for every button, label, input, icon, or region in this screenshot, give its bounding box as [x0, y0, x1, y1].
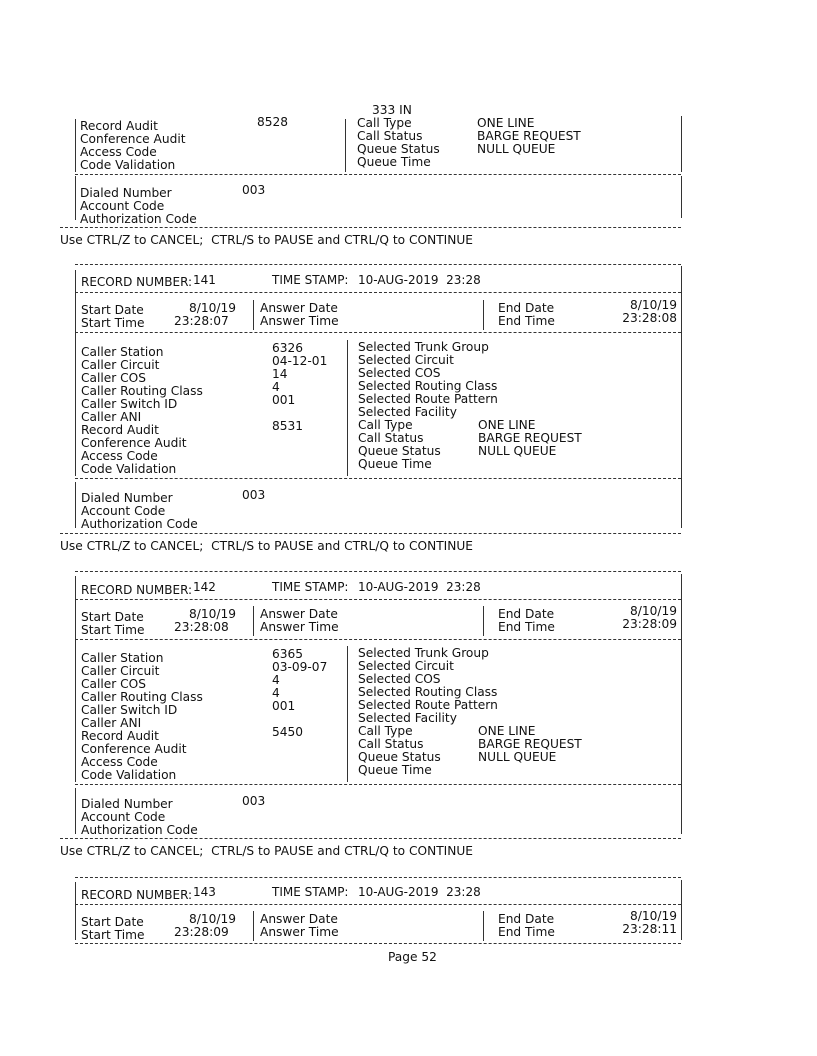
selected-route-pattern-label: Selected Route Pattern	[358, 698, 498, 712]
right-border	[681, 880, 682, 940]
call-status-value: BARGE REQUEST	[477, 129, 581, 143]
caller-station-value: 6365	[272, 647, 304, 661]
time-stamp-value: 10-AUG-2019 23:28	[358, 885, 481, 899]
column-divider	[253, 911, 254, 941]
record-number-value: 141	[193, 273, 216, 287]
selected-trunk-group-label: Selected Trunk Group	[358, 340, 489, 354]
start-time-label: Start Time	[81, 316, 145, 330]
queue-status-value: NULL QUEUE	[477, 142, 556, 156]
time-stamp-value: 10-AUG-2019 23:28	[358, 580, 481, 594]
authorization-code-label: Authorization Code	[80, 212, 197, 226]
divider-line	[60, 838, 681, 839]
record-audit-label: Record Audit	[81, 423, 159, 437]
divider-line	[75, 639, 681, 640]
selected-routing-class-label: Selected Routing Class	[358, 685, 498, 699]
start-date-label: Start Date	[81, 610, 144, 624]
divider-line	[75, 571, 681, 572]
divider-line	[60, 227, 681, 228]
call-status-label: Call Status	[357, 129, 423, 143]
column-divider	[483, 300, 484, 330]
divider-line	[75, 943, 681, 944]
column-divider	[253, 606, 254, 636]
start-time-value: 23:28:07	[174, 314, 229, 328]
caller-circuit-value: 03-09-07	[272, 660, 328, 674]
queue-status-label: Queue Status	[358, 750, 441, 764]
divider-line	[75, 264, 681, 265]
dialed-number-label: Dialed Number	[81, 797, 173, 811]
record-audit-value: 8531	[272, 419, 304, 433]
access-code-label: Access Code	[80, 145, 157, 159]
caller-station-value: 6326	[272, 341, 304, 355]
column-divider	[483, 911, 484, 941]
end-date-value: 8/10/19	[630, 298, 677, 312]
answer-date-label: Answer Date	[260, 607, 338, 621]
account-code-label: Account Code	[81, 504, 166, 518]
conference-audit-label: Conference Audit	[81, 742, 187, 756]
caller-circuit-label: Caller Circuit	[81, 358, 160, 372]
answer-date-label: Answer Date	[260, 301, 338, 315]
caller-switch-id-label: Caller Switch ID	[81, 703, 178, 717]
call-type-value: ONE LINE	[478, 418, 536, 432]
right-border	[681, 574, 682, 834]
end-time-value: 23:28:09	[622, 617, 677, 631]
start-time-value: 23:28:08	[174, 620, 229, 634]
code-validation-label: Code Validation	[80, 158, 176, 172]
record-number-label: RECORD NUMBER:	[81, 583, 193, 597]
caller-switch-id-label: Caller Switch ID	[81, 397, 178, 411]
column-divider	[347, 646, 348, 782]
caller-ani-label: Caller ANI	[81, 716, 142, 730]
answer-time-label: Answer Time	[260, 620, 339, 634]
column-divider	[347, 340, 348, 476]
caller-routing-class-value: 4	[272, 380, 280, 394]
call-type-label: Call Type	[358, 418, 413, 432]
end-time-label: End Time	[498, 314, 555, 328]
end-time-label: End Time	[498, 620, 555, 634]
left-border	[75, 119, 76, 172]
end-date-label: End Date	[498, 301, 555, 315]
end-date-label: End Date	[498, 912, 555, 926]
call-status-label: Call Status	[358, 737, 424, 751]
dialed-number-value: 003	[242, 183, 266, 197]
answer-date-label: Answer Date	[260, 912, 338, 926]
column-divider	[253, 300, 254, 330]
selected-cos-label: Selected COS	[358, 366, 441, 380]
selected-route-pattern-label: Selected Route Pattern	[358, 392, 498, 406]
caller-cos-label: Caller COS	[81, 371, 146, 385]
left-border	[75, 882, 76, 940]
selected-circuit-label: Selected Circuit	[358, 353, 454, 367]
start-date-label: Start Date	[81, 915, 144, 929]
end-date-label: End Date	[498, 607, 555, 621]
queue-time-label: Queue Time	[358, 457, 432, 471]
right-border	[681, 116, 682, 172]
caller-circuit-label: Caller Circuit	[81, 664, 160, 678]
dialed-number-label: Dialed Number	[80, 186, 172, 200]
dialed-number-value: 003	[242, 488, 266, 502]
account-code-label: Account Code	[81, 810, 166, 824]
record-number-label: RECORD NUMBER:	[81, 275, 193, 289]
divider-line	[75, 174, 681, 175]
selected-circuit-label: Selected Circuit	[358, 659, 454, 673]
selected-facility-label: Selected Facility	[358, 405, 457, 419]
divider-line	[75, 877, 681, 878]
call-type-label: Call Type	[357, 116, 412, 130]
divider-line	[75, 478, 681, 479]
left-border	[75, 270, 76, 476]
caller-station-label: Caller Station	[81, 345, 164, 359]
divider-line	[75, 904, 681, 905]
cancel-message: Use CTRL/Z to CANCEL; CTRL/S to PAUSE and CTRL/Q to CONTINUE	[60, 844, 473, 858]
time-stamp-label: TIME STAMP:	[272, 885, 349, 899]
end-date-value: 8/10/19	[630, 909, 677, 923]
caller-cos-value: 14	[272, 367, 288, 381]
queue-time-label: Queue Time	[358, 763, 432, 777]
end-time-value: 23:28:08	[622, 311, 677, 325]
left-border	[75, 788, 76, 834]
record-number-value: 142	[193, 580, 216, 594]
cancel-message: Use CTRL/Z to CANCEL; CTRL/S to PAUSE and CTRL/Q to CONTINUE	[60, 539, 473, 553]
answer-time-label: Answer Time	[260, 925, 339, 939]
call-type-value: ONE LINE	[477, 116, 535, 130]
caller-switch-id-value: 001	[272, 393, 296, 407]
end-time-label: End Time	[498, 925, 555, 939]
record-audit-label: Record Audit	[80, 119, 158, 133]
divider-line	[75, 292, 681, 293]
queue-status-label: Queue Status	[358, 444, 441, 458]
call-info-header: 333 IN	[372, 103, 412, 117]
selected-facility-label: Selected Facility	[358, 711, 457, 725]
code-validation-label: Code Validation	[81, 768, 177, 782]
caller-cos-label: Caller COS	[81, 677, 146, 691]
queue-status-label: Queue Status	[357, 142, 440, 156]
start-date-value: 8/10/19	[189, 912, 236, 926]
start-time-label: Start Time	[81, 623, 145, 637]
selected-routing-class-label: Selected Routing Class	[358, 379, 498, 393]
call-status-value: BARGE REQUEST	[478, 431, 582, 445]
column-divider	[483, 606, 484, 636]
record-audit-value: 5450	[272, 725, 304, 739]
divider-line	[60, 533, 681, 534]
caller-switch-id-value: 001	[272, 699, 296, 713]
call-type-label: Call Type	[358, 724, 413, 738]
selected-cos-label: Selected COS	[358, 672, 441, 686]
divider-line	[75, 599, 681, 600]
time-stamp-label: TIME STAMP:	[272, 580, 349, 594]
dialed-number-value: 003	[242, 794, 266, 808]
dialed-number-label: Dialed Number	[81, 491, 173, 505]
caller-routing-class-label: Caller Routing Class	[81, 384, 203, 398]
queue-time-label: Queue Time	[357, 155, 431, 169]
code-validation-label: Code Validation	[81, 462, 177, 476]
start-time-label: Start Time	[81, 928, 145, 942]
time-stamp-label: TIME STAMP:	[272, 273, 349, 287]
left-border	[75, 576, 76, 782]
time-stamp-value: 10-AUG-2019 23:28	[358, 273, 481, 287]
queue-status-value: NULL QUEUE	[478, 750, 557, 764]
right-border	[681, 176, 682, 218]
answer-time-label: Answer Time	[260, 314, 339, 328]
conference-audit-label: Conference Audit	[81, 436, 187, 450]
start-date-value: 8/10/19	[189, 301, 236, 315]
record-number-value: 143	[193, 885, 216, 899]
record-number-label: RECORD NUMBER:	[81, 888, 193, 902]
right-border	[681, 266, 682, 528]
end-date-value: 8/10/19	[630, 604, 677, 618]
end-time-value: 23:28:11	[622, 922, 677, 936]
page-number: Page 52	[388, 950, 437, 964]
call-status-label: Call Status	[358, 431, 424, 445]
call-status-value: BARGE REQUEST	[478, 737, 582, 751]
start-date-label: Start Date	[81, 303, 144, 317]
authorization-code-label: Authorization Code	[81, 823, 198, 837]
start-date-value: 8/10/19	[189, 607, 236, 621]
caller-circuit-value: 04-12-01	[272, 354, 328, 368]
left-border	[75, 482, 76, 528]
record-audit-label: Record Audit	[81, 729, 159, 743]
start-time-value: 23:28:09	[174, 925, 229, 939]
divider-line	[75, 784, 681, 785]
caller-cos-value: 4	[272, 673, 280, 687]
selected-trunk-group-label: Selected Trunk Group	[358, 646, 489, 660]
access-code-label: Access Code	[81, 755, 158, 769]
record-audit-value: 8528	[257, 115, 289, 129]
account-code-label: Account Code	[80, 199, 165, 213]
queue-status-value: NULL QUEUE	[478, 444, 557, 458]
authorization-code-label: Authorization Code	[81, 517, 198, 531]
cancel-message: Use CTRL/Z to CANCEL; CTRL/S to PAUSE and CTRL/Q to CONTINUE	[60, 233, 473, 247]
left-border	[75, 176, 76, 220]
access-code-label: Access Code	[81, 449, 158, 463]
conference-audit-label: Conference Audit	[80, 132, 186, 146]
caller-routing-class-label: Caller Routing Class	[81, 690, 203, 704]
caller-routing-class-value: 4	[272, 686, 280, 700]
divider-line	[75, 332, 681, 333]
caller-station-label: Caller Station	[81, 651, 164, 665]
call-type-value: ONE LINE	[478, 724, 536, 738]
column-divider	[345, 119, 346, 172]
caller-ani-label: Caller ANI	[81, 410, 142, 424]
